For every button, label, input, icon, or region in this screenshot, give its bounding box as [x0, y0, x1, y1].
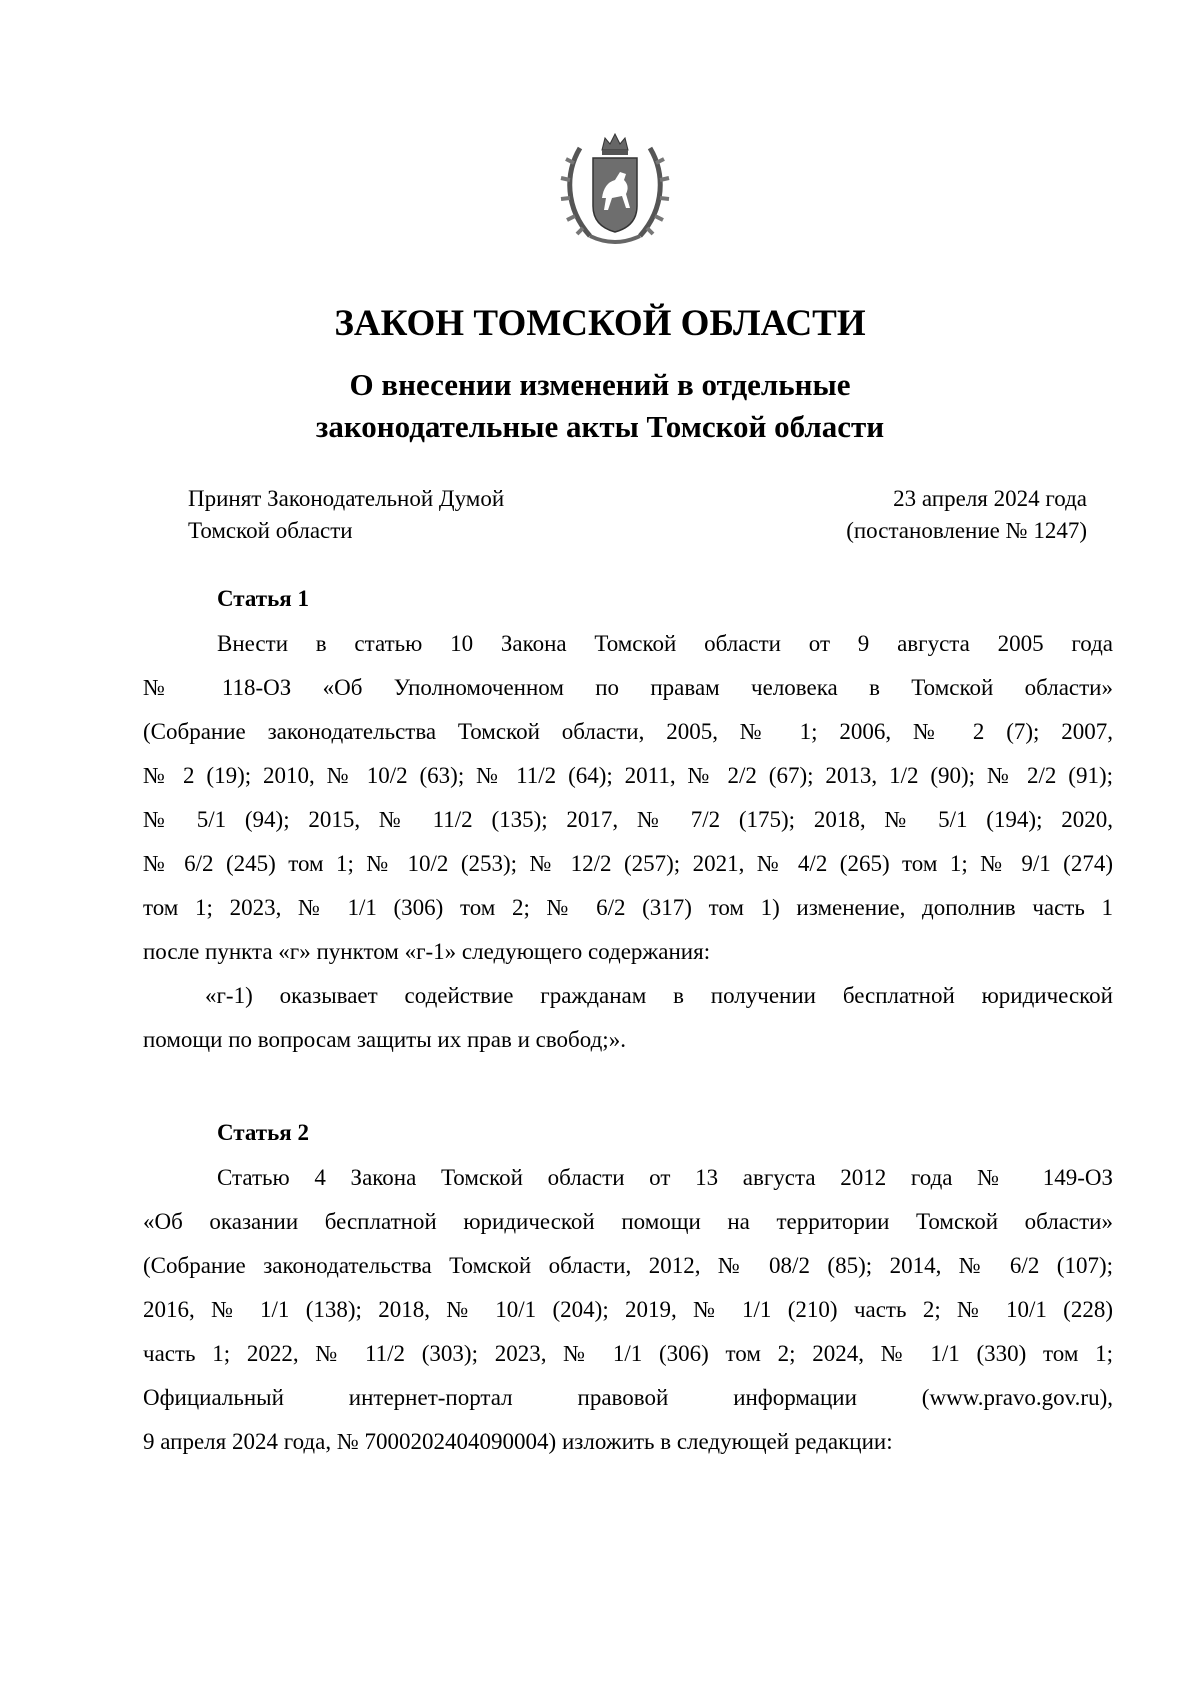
article-1-line-4: № 2 (19); 2010, № 10/2 (63); № 11/2 (64); 2011, № 2/2 (67); 2013, 1/2 (90); № 2/2 (91); — [143, 763, 1113, 788]
coat-of-arms-icon — [560, 128, 670, 248]
article-1-heading: Статья 1 — [217, 586, 309, 611]
article-1-line-5: № 5/1 (94); 2015, № 11/2 (135); 2017, № 7/2 (175); 2018, № 5/1 (194); 2020, — [143, 807, 1113, 832]
article-1-line-1: Внести в статью 10 Закона Томской области от 9 августа 2005 года — [217, 631, 1113, 656]
adopted-by-line-2: Томской области — [188, 518, 353, 543]
article-1-line-6: № 6/2 (245) том 1; № 10/2 (253); № 12/2 (257); 2021, № 4/2 (265) том 1; № 9/1 (274) — [143, 851, 1113, 876]
article-1-line-3: (Собрание законодательства Томской области, 2005, № 1; 2006, № 2 (7); 2007, — [143, 719, 1113, 744]
article-2-line-1: Статью 4 Закона Томской области от 13 августа 2012 года № 149-ОЗ — [217, 1165, 1113, 1190]
article-1-line-2: № 118-ОЗ «Об Уполномоченном по правам человека в Томской области» — [143, 675, 1113, 700]
article-1-quote-line-1: «г-1) оказывает содействие гражданам в получении бесплатной юридической — [205, 983, 1113, 1008]
article-1-line-8: после пункта «г» пунктом «г-1» следующего содержания: — [143, 939, 711, 964]
resolution-number: (постановление № 1247) — [846, 518, 1087, 543]
article-2-line-2: «Об оказании бесплатной юридической помощи на территории Томской области» — [143, 1209, 1113, 1234]
subtitle-line-1: О внесении изменений в отдельные — [349, 367, 851, 402]
adopted-by — [188, 483, 504, 547]
document-subtitle — [0, 364, 1200, 448]
document-title: ЗАКОН ТОМСКОЙ ОБЛАСТИ — [334, 303, 866, 344]
article-2-line-3: (Собрание законодательства Томской области, 2012, № 08/2 (85); 2014, № 6/2 (107); — [143, 1253, 1113, 1278]
article-1-quote-line-2: помощи по вопросам защиты их прав и свобод;». — [143, 1027, 626, 1052]
article-2-line-5: часть 1; 2022, № 11/2 (303); 2023, № 1/1 (306) том 2; 2024, № 1/1 (330) том 1; — [143, 1341, 1113, 1366]
article-1-line-7: том 1; 2023, № 1/1 (306) том 2; № 6/2 (317) том 1) изменение, дополнив часть 1 — [143, 895, 1113, 920]
article-2-line-4: 2016, № 1/1 (138); 2018, № 10/1 (204); 2019, № 1/1 (210) часть 2; № 10/1 (228) — [143, 1297, 1113, 1322]
subtitle-line-2: законодательные акты Томской области — [315, 409, 885, 444]
article-2-line-6: Официальный интернет-портал правовой информации (www.pravo.gov.ru), — [143, 1385, 1113, 1410]
adoption-date-line: 23 апреля 2024 года — [893, 486, 1087, 511]
adopted-by-line-1: Принят Законодательной Думой — [188, 486, 505, 511]
adoption-date — [846, 483, 1087, 547]
article-2-heading: Статья 2 — [217, 1120, 309, 1145]
article-2-line-7: 9 апреля 2024 года, № 7000202404090004) изложить в следующей редакции: — [143, 1429, 893, 1454]
